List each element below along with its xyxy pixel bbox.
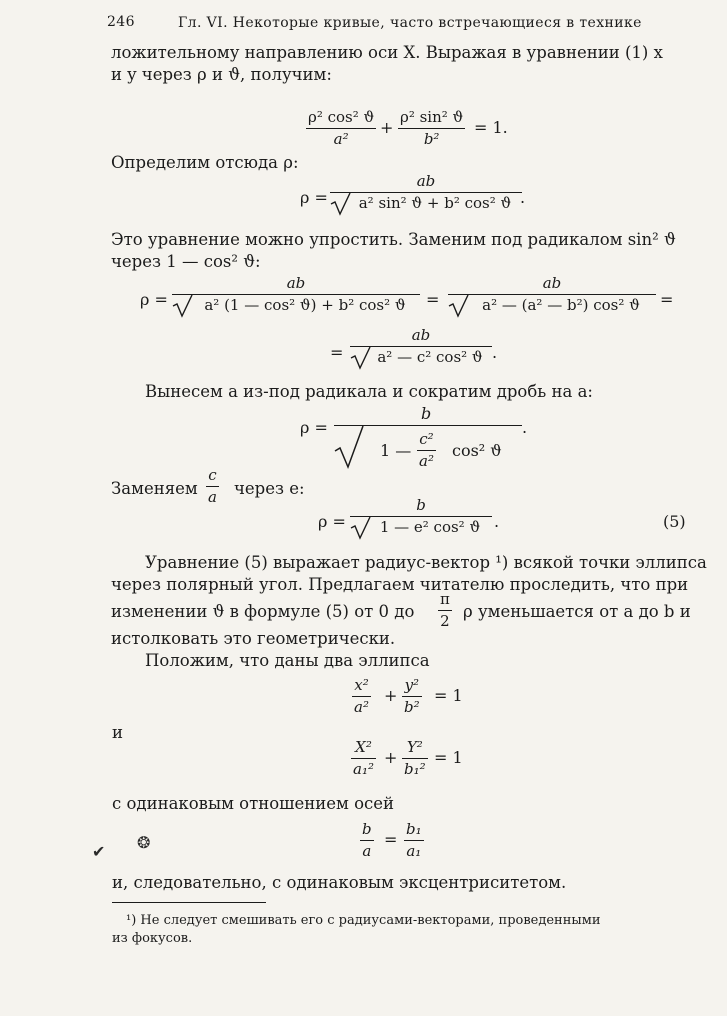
one-minus: 1 — <box>380 441 412 460</box>
radical-sign <box>448 294 470 318</box>
equation-fraction: $\frac{\text{ρ² sin² ϑ}}{\text{b²}}$ <box>400 108 464 148</box>
equation-fraction: $\frac{ab}{\text{a² — c² cos² ϑ}}$ <box>350 326 492 367</box>
period: . <box>522 418 528 437</box>
paragraph-line: через e: <box>234 479 305 498</box>
inner-fraction: $\frac{\text{c²}}{\text{a²}}$ <box>419 430 434 470</box>
ink-blot-mark: ✔ <box>92 842 106 861</box>
paragraph-line: и, следовательно, с одинаковым эксцентриситетом. <box>112 873 567 892</box>
period: . <box>494 512 500 531</box>
radical-sign <box>350 516 372 540</box>
equals-sign: = <box>330 343 344 362</box>
paragraph-line: ρ уменьшается от a до b и <box>463 602 691 621</box>
equation-fraction: $\frac{\text{y²}}{\text{b²}}$ <box>404 676 420 716</box>
equation-rhs: = 1. <box>474 118 508 137</box>
equation-rhs: = 1 <box>434 748 463 767</box>
equation-fraction: $\frac{ab}{\text{a² sin² ϑ + b² cos² ϑ}}$ <box>330 172 522 213</box>
ink-blot-mark: ❂ <box>137 833 151 852</box>
numerator: b <box>421 404 432 423</box>
equation-fraction: $\frac{ab}{\text{a² (1 — cos² ϑ) + b² cos² ϑ}}$ <box>172 274 420 315</box>
equals-sign: = <box>660 290 674 309</box>
equation-lhs: ρ = <box>318 512 346 531</box>
equation-lhs: ρ = <box>300 188 328 207</box>
equation-fraction: $\frac{\text{Y²}}{\text{b₁²}}$ <box>404 738 426 778</box>
equation-fraction: $\frac{\text{ρ² cos² ϑ}}{\text{a²}}$ <box>308 108 375 148</box>
equals-sign: = <box>384 830 398 849</box>
footnote-line: ¹) Не следует смешивать его с радиусами-векторами, проведенными <box>126 913 601 928</box>
equation-fraction: $\frac{b}{a}$ <box>362 820 372 860</box>
paragraph-line: с одинаковым отношением осей <box>112 794 395 813</box>
page-number: 246 <box>107 14 135 30</box>
equation-lhs: ρ = <box>300 418 328 437</box>
paragraph-line: Это уравнение можно упростить. Заменим под радикалом sin² ϑ <box>111 230 676 249</box>
equation-fraction: $\frac{\text{X²}}{\text{a₁²}}$ <box>353 738 374 778</box>
paragraph-line: и y через ρ и ϑ, получим: <box>111 65 332 84</box>
paragraph-line: изменении ϑ в формуле (5) от 0 до <box>111 602 415 621</box>
paragraph-line: Вынесем a из-под радикала и сократим дробь на a: <box>145 382 593 401</box>
paragraph-line: через 1 — cos² ϑ: <box>111 252 261 271</box>
running-title: Гл. VI. Некоторые кривые, часто встречающиеся в технике <box>178 15 642 31</box>
radical-sign <box>330 192 352 216</box>
plus-sign: + <box>384 686 398 705</box>
equation-fraction: $\frac{\text{x²}}{\text{a²}}$ <box>354 676 369 716</box>
paragraph-line: Заменяем <box>111 479 198 498</box>
period: . <box>492 343 498 362</box>
paragraph-line: через полярный угол. Предлагаем читателю проследить, что при <box>111 575 689 594</box>
equation-fraction: $\frac{b}{\text{1 — e² cos² ϑ}}$ <box>350 496 492 537</box>
cosine-term: cos² ϑ <box>452 441 502 460</box>
footnote-rule <box>112 902 266 903</box>
paragraph-line: и <box>112 723 123 742</box>
equation-fraction: $\frac{ab}{\text{a² — (a² — b²) cos² ϑ}}$ <box>448 274 656 315</box>
paragraph-line: истолковать это геометрически. <box>111 629 396 648</box>
radical-sign <box>350 346 372 370</box>
inline-fraction: $\frac{\pi}{2}$ <box>440 590 450 630</box>
radical-sign <box>334 425 364 469</box>
equation-rhs: = 1 <box>434 686 463 705</box>
equation-fraction: $\frac{\text{b₁}}{\text{a₁}}$ <box>406 820 422 860</box>
radical-sign <box>172 294 194 318</box>
paragraph-line: Положим, что даны два эллипса <box>145 651 430 670</box>
paragraph-line: Уравнение (5) выражает радиус-вектор ¹) всякой точки эллипса <box>145 553 707 572</box>
equation-label: (5) <box>663 512 686 531</box>
inline-fraction: $\frac{c}{a}$ <box>208 466 217 506</box>
paragraph-line: ложительному направлению оси X. Выражая в уравнении (1) x <box>111 43 663 62</box>
plus-sign: + <box>380 118 394 137</box>
equals-sign: = <box>426 290 440 309</box>
paragraph-line: Определим отсюда ρ: <box>111 153 299 172</box>
footnote-line: из фокусов. <box>112 931 193 946</box>
equation-lhs: ρ = <box>140 290 168 309</box>
plus-sign: + <box>384 748 398 767</box>
period: . <box>520 188 526 207</box>
